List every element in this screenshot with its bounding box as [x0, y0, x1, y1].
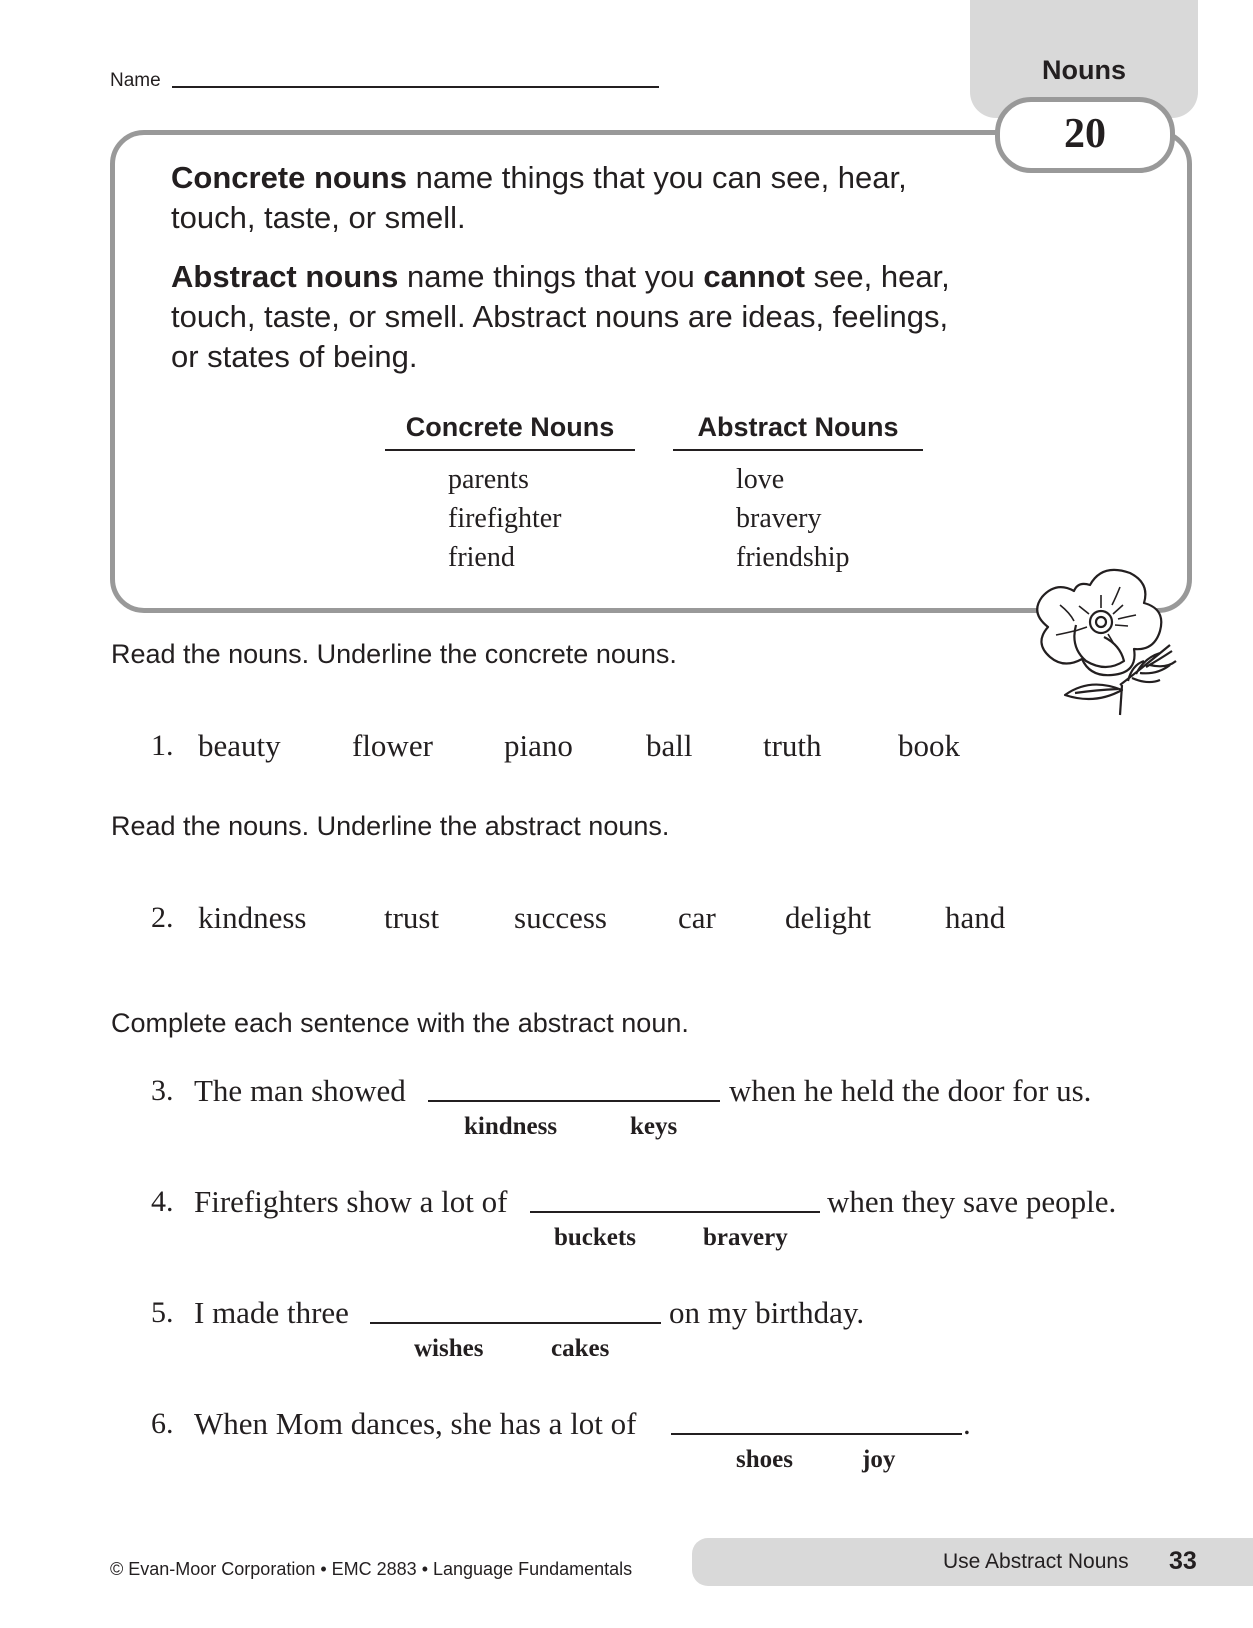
answer-blank[interactable]: [370, 1322, 661, 1324]
answer-choice[interactable]: cakes: [551, 1335, 610, 1362]
copyright-footer: © Evan-Moor Corporation • EMC 2883 • Language Fundamentals: [110, 1559, 633, 1579]
list-item: love: [736, 464, 785, 495]
answer-choice[interactable]: bravery: [703, 1224, 788, 1251]
noun-option[interactable]: flower: [352, 728, 433, 763]
sentence-start: I made three: [194, 1295, 349, 1330]
answer-choice[interactable]: wishes: [414, 1335, 484, 1362]
sentence-start: When Mom dances, she has a lot of: [194, 1406, 637, 1441]
answer-blank[interactable]: [671, 1433, 962, 1435]
noun-option[interactable]: success: [514, 900, 607, 935]
abstract-nouns-heading: Abstract Nouns: [673, 412, 923, 451]
flower-illustration: [1020, 565, 1195, 720]
answer-blank[interactable]: [530, 1211, 820, 1213]
item-number: 5.: [151, 1296, 174, 1329]
sentence-end: when they save people.: [827, 1184, 1117, 1219]
sentence-end: when he held the door for us.: [729, 1073, 1092, 1108]
abstract-definition: Abstract nouns name things that you cannot see, hear, touch, taste, or smell. Abstract nouns are ideas, feelings, or states of being.: [171, 259, 950, 374]
list-item: bravery: [736, 503, 822, 534]
answer-choice[interactable]: shoes: [736, 1446, 793, 1473]
abstract-term: Abstract nouns: [171, 259, 399, 294]
abstract-example-list: [736, 460, 850, 577]
name-field[interactable]: [172, 86, 659, 88]
topic-title: Nouns: [1042, 55, 1126, 85]
sentence-start: The man showed: [194, 1073, 406, 1108]
page-number: 33: [1169, 1547, 1197, 1575]
noun-option[interactable]: hand: [945, 900, 1006, 935]
name-label: Name: [110, 70, 161, 91]
noun-option[interactable]: book: [898, 728, 960, 763]
list-item: firefighter: [448, 503, 562, 534]
instruction-abstract: Read the nouns. Underline the abstract nouns.: [111, 811, 670, 841]
noun-option[interactable]: truth: [763, 728, 822, 763]
concrete-nouns-heading: Concrete Nouns: [385, 412, 635, 451]
noun-option[interactable]: kindness: [198, 900, 307, 935]
item-number: 4.: [151, 1185, 174, 1218]
concrete-example-list: [448, 460, 562, 577]
footer-topic: Use Abstract Nouns: [943, 1550, 1129, 1573]
item-number: 2.: [151, 901, 174, 934]
noun-option[interactable]: piano: [504, 728, 573, 763]
item-number: 3.: [151, 1074, 174, 1107]
lesson-number: 20: [995, 97, 1175, 173]
answer-choice[interactable]: joy: [862, 1446, 896, 1473]
instruction-complete: Complete each sentence with the abstract noun.: [111, 1008, 689, 1038]
answer-blank[interactable]: [428, 1100, 720, 1102]
sentence-start: Firefighters show a lot of: [194, 1184, 508, 1219]
list-item: parents: [448, 464, 529, 495]
answer-choice[interactable]: keys: [630, 1113, 678, 1140]
item-number: 6.: [151, 1407, 174, 1440]
noun-option[interactable]: car: [678, 900, 716, 935]
sentence-end: .: [963, 1406, 971, 1441]
noun-option[interactable]: delight: [785, 900, 872, 935]
noun-option[interactable]: trust: [384, 900, 440, 935]
noun-option[interactable]: ball: [646, 728, 693, 763]
answer-choice[interactable]: kindness: [464, 1113, 558, 1140]
sentence-end: on my birthday.: [669, 1295, 865, 1330]
concrete-definition: Concrete nouns name things that you can see, hear, touch, taste, or smell.: [171, 160, 907, 235]
answer-choice[interactable]: buckets: [554, 1224, 636, 1251]
noun-option[interactable]: beauty: [198, 728, 281, 763]
instruction-concrete: Read the nouns. Underline the concrete nouns.: [111, 639, 677, 669]
list-item: friendship: [736, 542, 850, 573]
item-number: 1.: [151, 729, 174, 762]
concrete-term: Concrete nouns: [171, 160, 407, 195]
list-item: friend: [448, 542, 515, 573]
